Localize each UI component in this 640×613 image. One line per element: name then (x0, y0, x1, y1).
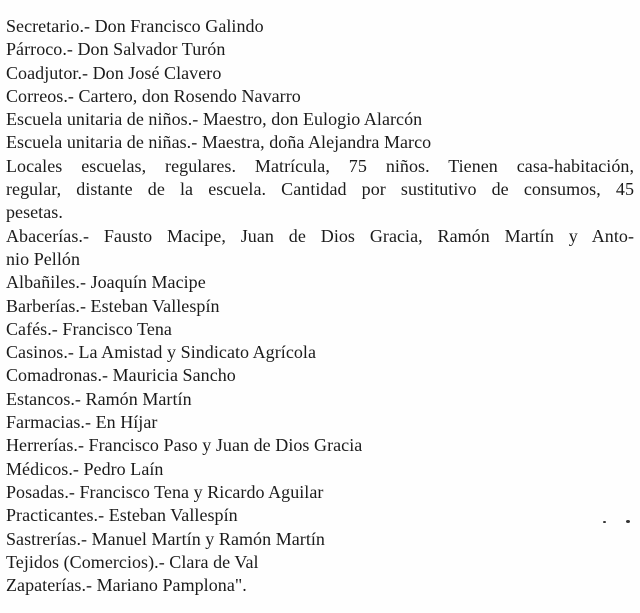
line-abacerias-1: Abacerías.- Fausto Macipe, Juan de Dios Gracia, Ramón Martín y Anto- (6, 225, 634, 246)
line-albaniles: Albañiles.- Joaquín Macipe (6, 272, 206, 293)
line-locales-2: regular, distante de la escuela. Cantidad por sustitutivo de consumos, 45 (6, 179, 634, 200)
scan-speck (626, 520, 630, 523)
line-cafes: Cafés.- Francisco Tena (6, 318, 172, 339)
line-farmacias: Farmacias.- En Híjar (6, 412, 158, 433)
document-text (6, 15, 634, 597)
line-escuela-ninas: Escuela unitaria de niñas.- Maestra, doña Alejandra Marco (6, 132, 432, 153)
line-barberias: Barberías.- Esteban Vallespín (6, 295, 220, 316)
line-locales-3: pesetas. (6, 202, 63, 223)
line-tejidos: Tejidos (Comercios).- Clara de Val (6, 551, 259, 572)
line-sastrerias: Sastrerías.- Manuel Martín y Ramón Martín (6, 528, 325, 549)
line-correos: Correos.- Cartero, don Rosendo Navarro (6, 85, 301, 106)
line-abacerias-2: nio Pellón (6, 248, 81, 269)
line-zapaterias: Zapaterías.- Mariano Pamplona". (6, 575, 247, 596)
line-escuela-ninos: Escuela unitaria de niños.- Maestro, don Eulogio Alarcón (6, 109, 423, 130)
line-coadjutor: Coadjutor.- Don José Clavero (6, 62, 222, 83)
line-posadas: Posadas.- Francisco Tena y Ricardo Aguilar (6, 481, 324, 502)
line-medicos: Médicos.- Pedro Laín (6, 458, 164, 479)
line-herrerias: Herrerías.- Francisco Paso y Juan de Dios Gracia (6, 435, 363, 456)
line-parroco: Párroco.- Don Salvador Turón (6, 39, 226, 60)
line-casinos: Casinos.- La Amistad y Sindicato Agrícola (6, 342, 317, 363)
line-practicantes: Practicantes.- Esteban Vallespín (6, 505, 238, 526)
line-estancos: Estancos.- Ramón Martín (6, 388, 192, 409)
line-locales-1: Locales escuelas, regulares. Matrícula, 75 niños. Tienen casa-habitación, (6, 155, 634, 176)
scan-speck (603, 521, 606, 523)
line-secretario: Secretario.- Don Francisco Galindo (6, 16, 264, 36)
line-comadronas: Comadronas.- Mauricia Sancho (6, 365, 236, 386)
